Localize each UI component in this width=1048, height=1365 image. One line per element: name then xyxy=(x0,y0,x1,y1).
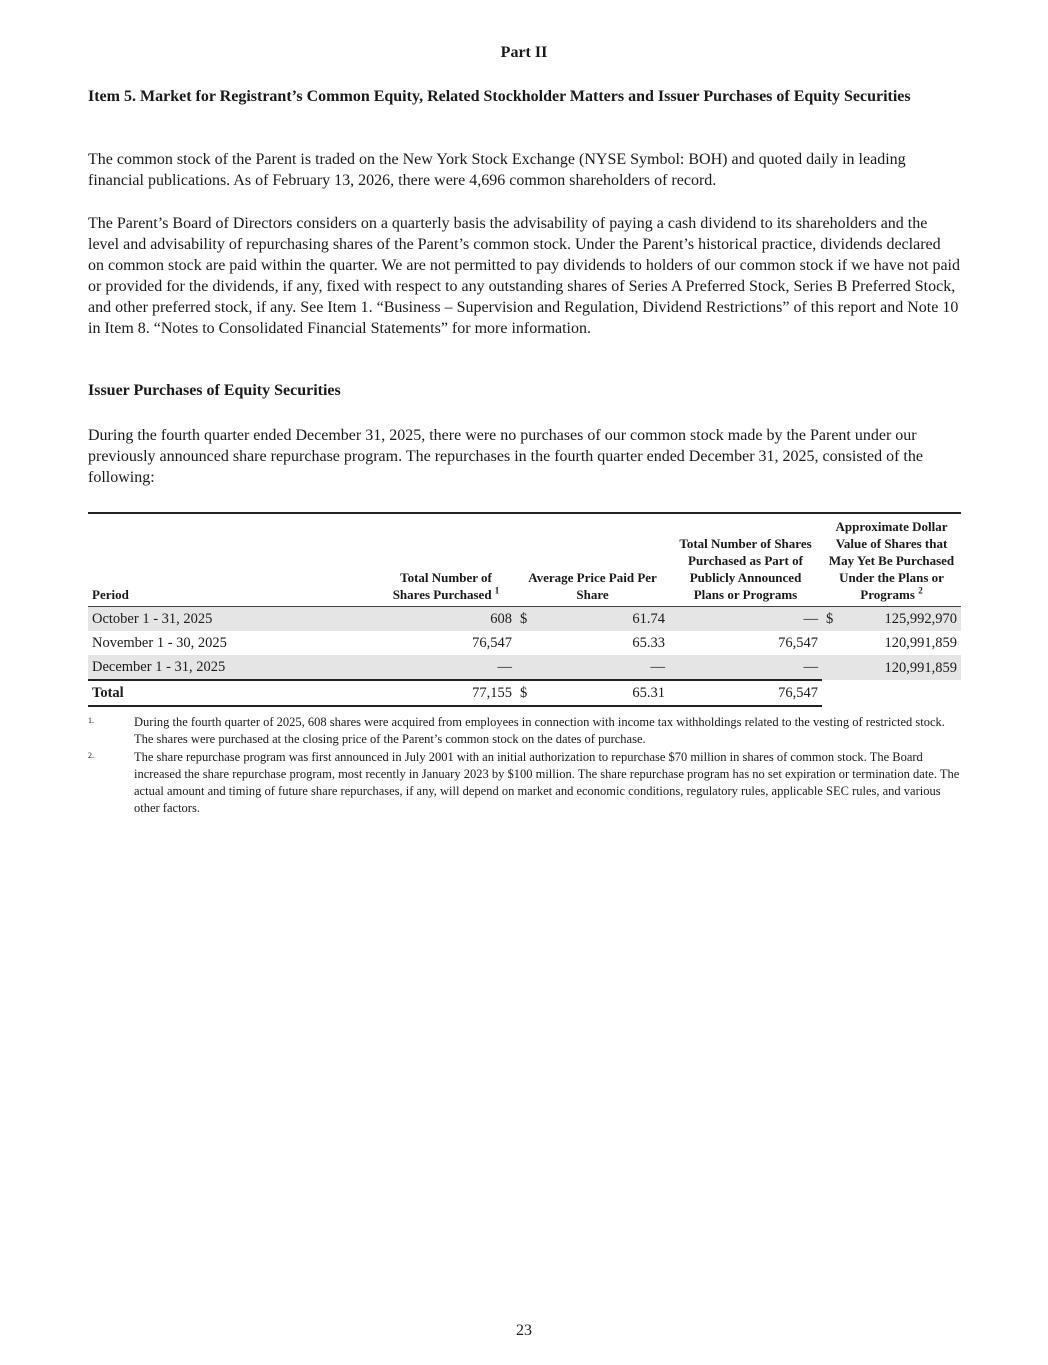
row-approx-value: 125,992,970 xyxy=(844,607,961,632)
paragraph-common-stock: The common stock of the Parent is traded on the New York Stock Exchange (NYSE Symbol: BOH) and quoted daily in leading financial publications. As of February 13, 2026, there were 4,696 common shareholders of record. xyxy=(88,151,906,189)
row-period: October 1 - 31, 2025 xyxy=(88,607,376,632)
page-number: 23 xyxy=(516,1322,532,1339)
footnote-ref-2: 2 xyxy=(918,585,923,596)
row-average-price: 61.74 xyxy=(542,607,669,632)
footnotes xyxy=(88,714,960,818)
footnote-text: The share repurchase program was first announced in July 2001 with an initial authorization to repurchase $70 million in shares of common stock. The Board increased the share repurchase program, most recently in January 2023 by $100 million. The share repurchase program has no set expiration or termination date. The actual amount and timing of future share repurchases, if any, will depend on market and economic conditions, regulatory rules, applicable SEC rules, and various other factors. xyxy=(134,750,960,815)
footnote-1 xyxy=(88,714,960,748)
row-total-shares: 608 xyxy=(376,607,516,632)
row-price-currency xyxy=(516,631,542,655)
row-total-shares: — xyxy=(376,655,516,680)
row-average-price: 65.33 xyxy=(632,635,665,651)
footnote-2 xyxy=(88,749,960,817)
total-plan-shares: 76,547 xyxy=(669,680,822,706)
part-title: Part II xyxy=(500,44,548,61)
row-period: December 1 - 31, 2025 xyxy=(88,655,376,680)
paragraph-repurchases: During the fourth quarter ended December 31, 2025, there were no purchases of our common stock made by the Parent under our previously announced share repurchase program. The repurchases in the fourth quarter ended December 31, 2025, consisted of the following: xyxy=(88,427,923,486)
table-row xyxy=(88,655,961,680)
table-total-row xyxy=(88,680,961,706)
total-label: Total xyxy=(88,680,376,706)
row-plan-shares: — xyxy=(669,607,822,632)
footnote-text: During the fourth quarter of 2025, 608 shares were acquired from employees in connection with income tax withholdings related to the vesting of restricted stock. The shares were purchased at the closing price of the Parent’s common stock on the dates of purchase. xyxy=(134,715,945,746)
total-average-price: 65.31 xyxy=(542,680,669,706)
row-plan-shares: — xyxy=(669,655,822,680)
table-header-row xyxy=(88,513,961,607)
row-average-price: — xyxy=(542,655,669,680)
issuer-purchases-heading: Issuer Purchases of Equity Securities xyxy=(88,382,341,399)
row-total-shares: 76,547 xyxy=(472,635,512,651)
row-period: November 1 - 30, 2025 xyxy=(92,635,227,651)
row-value-currency: $ xyxy=(822,607,844,632)
total-price-currency: $ xyxy=(516,680,542,706)
row-price-currency xyxy=(516,655,542,680)
header-average-price: Average Price Paid Per Share xyxy=(528,570,657,602)
footnote-mark: 1. xyxy=(88,716,94,725)
table-row xyxy=(88,607,961,632)
row-approx-value: 120,991,859 xyxy=(884,635,957,651)
row-plan-shares: 76,547 xyxy=(778,635,818,651)
row-value-currency xyxy=(822,655,844,680)
repurchase-table xyxy=(88,512,961,707)
table-row xyxy=(88,631,961,655)
total-empty-cell xyxy=(844,680,961,706)
paragraph-dividends: The Parent’s Board of Directors considers on a quarterly basis the advisability of paying a cash dividend to its shareholders and the level and advisability of repurchasing shares of the Parent’s common stock. Under the Parent’s historical practice, dividends declared on common stock are paid within the quarter. We are not permitted to pay dividends to holders of our common stock if we have not paid or provided for the dividends, if any, fixed with respect to any outstanding shares of Series A Preferred Stock, Series B Preferred Stock, and other preferred stock, if any. See Item 1. “Business – Supervision and Regulation, Dividend Restrictions” of this report and Note 10 in Item 8. “Notes to Consolidated Financial Statements” for more information. xyxy=(88,215,960,337)
row-price-currency: $ xyxy=(516,607,542,632)
total-shares: 77,155 xyxy=(376,680,516,706)
row-value-currency xyxy=(822,631,844,655)
header-period: Period xyxy=(92,587,129,602)
header-approx-value: Approximate Dollar Value of Shares that May Yet Be Purchased Under the Plans or Programs $^2$ xyxy=(828,519,955,602)
row-approx-value: 120,991,859 xyxy=(844,655,961,680)
header-plan-shares: Total Number of Shares Purchased as Part of Publicly Announced Plans or Programs xyxy=(679,536,812,602)
header-total-shares: Total Number of Shares Purchased $^1$ xyxy=(392,570,500,602)
footnote-mark: 2. xyxy=(88,751,94,760)
item-heading: Item 5. Market for Registrant’s Common Equity, Related Stockholder Matters and Issuer Purchases of Equity Securities xyxy=(88,88,911,105)
footnote-ref-1: 1 xyxy=(494,585,500,596)
total-empty-cell xyxy=(822,680,844,706)
